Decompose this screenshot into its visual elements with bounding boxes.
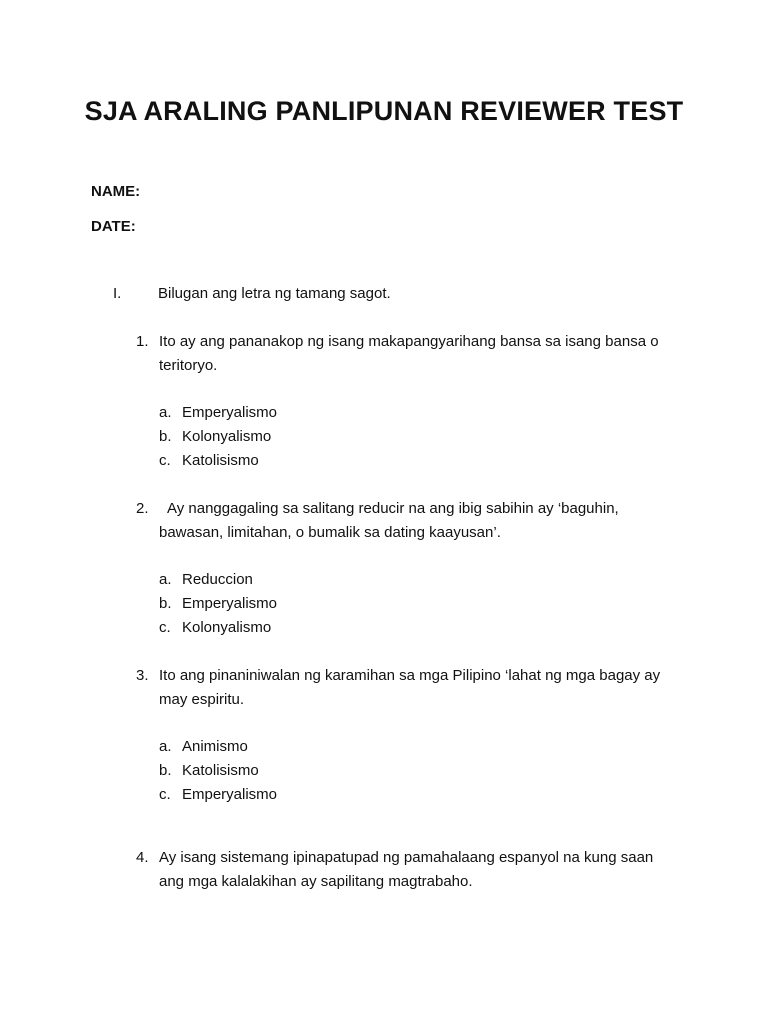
options-list-3 <box>159 735 277 807</box>
option-letter: a. <box>159 738 172 755</box>
option-item <box>159 616 277 640</box>
option-letter: c. <box>159 619 171 636</box>
option-item <box>159 401 277 425</box>
question-number: 1. <box>136 333 149 350</box>
option-text: Emperyalismo <box>182 404 278 421</box>
question-text: Ay nanggagaling sa salitang reducir na ang ibig sabihin ay ‘baguhin, bawasan, limitahan, o bumalik sa dating kaayusan’. <box>159 500 619 541</box>
option-text: Kolonyalismo <box>182 619 272 636</box>
option-text: Katolisismo <box>182 452 259 469</box>
option-letter: a. <box>159 404 172 421</box>
option-item <box>159 783 277 807</box>
option-letter: b. <box>159 428 172 445</box>
option-item <box>159 425 277 449</box>
option-text: Kolonyalismo <box>182 428 272 445</box>
option-item <box>159 735 277 759</box>
question-text: Ay isang sistemang ipinapatupad ng pamahalaang espanyol na kung saan ang mga kalalakihan ay sapilitang magtrabaho. <box>159 849 654 890</box>
option-text: Animismo <box>182 738 248 755</box>
section-text: Bilugan ang letra ng tamang sagot. <box>158 285 391 302</box>
option-letter: b. <box>159 595 172 612</box>
date-field-label: DATE: <box>91 218 136 235</box>
option-text: Reduccion <box>182 571 253 588</box>
name-field-label: NAME: <box>91 183 141 200</box>
option-text: Emperyalismo <box>182 786 278 803</box>
question-1 <box>136 330 666 378</box>
question-number: 4. <box>136 849 149 866</box>
question-2 <box>136 497 656 545</box>
option-letter: a. <box>159 571 172 588</box>
question-text: Ito ay ang pananakop ng isang makapangyarihang bansa sa isang bansa o teritoryo. <box>159 333 659 374</box>
option-item <box>159 449 277 473</box>
option-item <box>159 759 277 783</box>
option-text: Emperyalismo <box>182 595 278 612</box>
option-letter: c. <box>159 452 171 469</box>
options-list-2 <box>159 568 277 640</box>
option-text: Katolisismo <box>182 762 259 779</box>
option-letter: c. <box>159 786 171 803</box>
document-title: SJA ARALING PANLIPUNAN REVIEWER TEST <box>84 96 684 126</box>
question-3 <box>136 664 681 712</box>
question-number: 2. <box>136 500 149 517</box>
option-item <box>159 568 277 592</box>
question-text: Ito ang pinaniniwalan ng karamihan sa mga Pilipino ‘lahat ng mga bagay ay may espiritu. <box>159 667 661 708</box>
option-letter: b. <box>159 762 172 779</box>
option-item <box>159 592 277 616</box>
question-number: 3. <box>136 667 149 684</box>
question-4 <box>136 846 656 894</box>
section-number: I. <box>113 285 122 302</box>
options-list-1 <box>159 401 277 473</box>
